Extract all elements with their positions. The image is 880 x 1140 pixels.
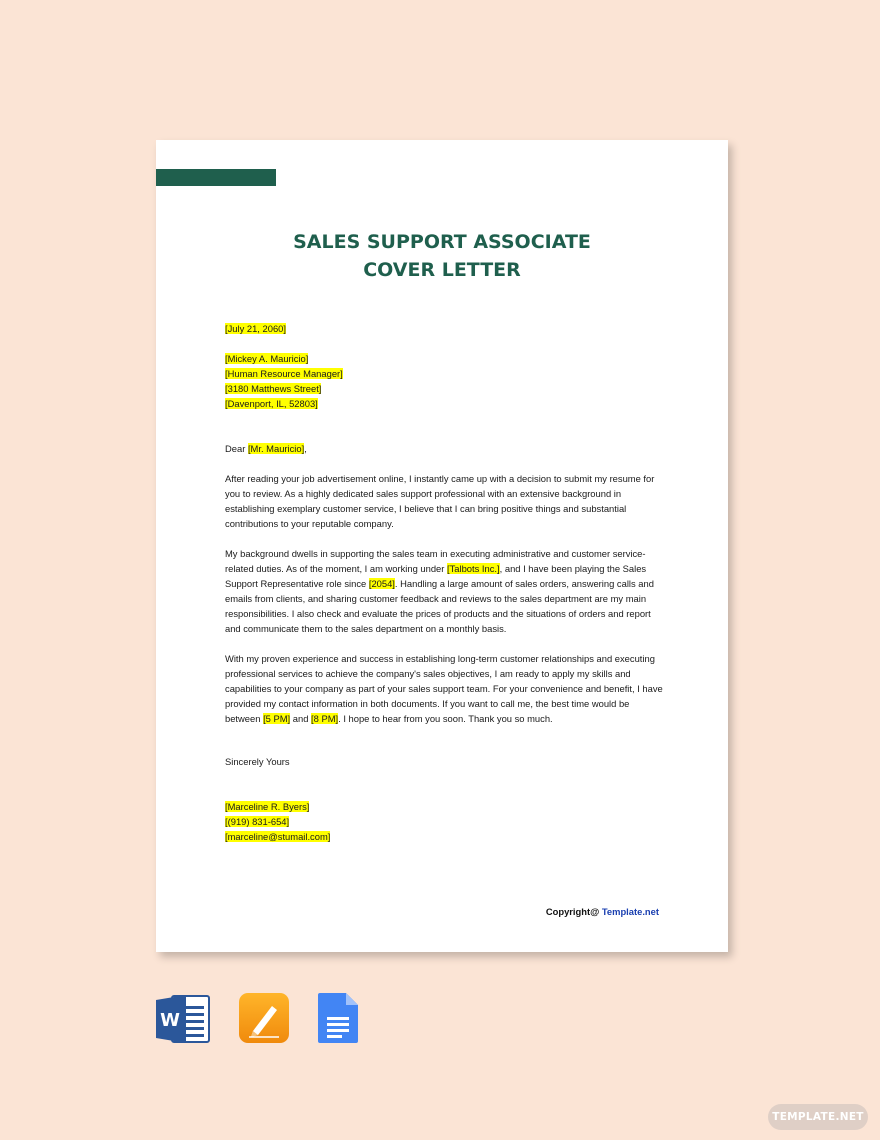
letter-body (225, 321, 665, 844)
salutation-suffix: , (304, 443, 307, 454)
paragraph-2-part-2: , and I have been playing the Sales Support Representative role since (225, 563, 647, 589)
paragraph-3 (225, 651, 665, 726)
copyright (546, 906, 659, 917)
time-start-field: [5 PM] (263, 713, 291, 724)
title-line-1: SALES SUPPORT ASSOCIATE (293, 231, 591, 253)
document-title (156, 228, 728, 284)
svg-text:W: W (160, 1010, 180, 1031)
company-field: [Talbots Inc.] (447, 563, 500, 574)
sender-name: [Marceline R. Byers] (225, 801, 310, 812)
recipient-city: [Davenport, IL, 52803] (225, 398, 318, 409)
paragraph-1: After reading your job advertisement online, I instantly came up with a decision to submit my resume for you to review. As a highly dedicated sales support professional with an extensive background in establishing exemplary customer service, I believe that I can bring positive things and substantial contributions to your reputable company. (225, 473, 655, 529)
sender-email: [marceline@stumail.com] (225, 831, 331, 842)
paragraph-2 (225, 546, 665, 636)
sender-block (225, 799, 665, 844)
recipient-street: [3180 Matthews Street] (225, 383, 322, 394)
copyright-link[interactable]: Template.net (601, 906, 659, 917)
closing: Sincerely Yours (225, 756, 290, 767)
google-docs-icon[interactable] (318, 993, 360, 1050)
paragraph-3-part-1: With my proven experience and success in establishing long-term customer relationships and executing professional services to achieve the company's sales objectives, I am ready to apply my skills and capabilities to your company as part of your sales support team. For your convenience and benefit, I have provided my contact information in both documents. If you want to call me, the best time would be between (225, 653, 663, 724)
salutation (225, 441, 665, 456)
recipient-position: [Human Resource Manager] (225, 368, 343, 379)
salutation-prefix: Dear (225, 443, 248, 454)
salutation-name: [Mr. Mauricio] (247, 443, 305, 454)
letter-page (156, 140, 728, 952)
word-icon[interactable] (156, 993, 210, 1050)
paragraph-2-part-1: My background dwells in supporting the sales team in executing administrative and customer service-related duties. As of the moment, I am working under (225, 548, 646, 574)
copyright-label: Copyright@ (545, 906, 602, 917)
paragraph-3-part-3: . I hope to hear from you soon. Thank you so much. (338, 713, 553, 724)
paragraph-2-part-3: . Handling a large amount of sales orders, answering calls and emails from clients, and sharing customer feedback and reviews to the sales department are my main responsibilities. I also check and evaluate the prices of products and the situations of orders and report and communicate them to the sales department on a monthly basis. (225, 578, 654, 634)
recipient-name: [Mickey A. Mauricio] (225, 353, 309, 364)
time-end-field: [8 PM] (311, 713, 339, 724)
pages-icon[interactable] (239, 993, 291, 1050)
title-line-2: COVER LETTER (363, 259, 521, 281)
recipient-address (225, 351, 665, 411)
date-field: [July 21, 2060] (225, 323, 286, 334)
accent-bar (156, 169, 276, 186)
watermark-badge: TEMPLATE.NET (768, 1104, 868, 1130)
year-field: [2054] (368, 578, 395, 589)
sender-phone: [(919) 831-654] (225, 816, 290, 827)
paragraph-3-part-2: and (290, 713, 312, 724)
